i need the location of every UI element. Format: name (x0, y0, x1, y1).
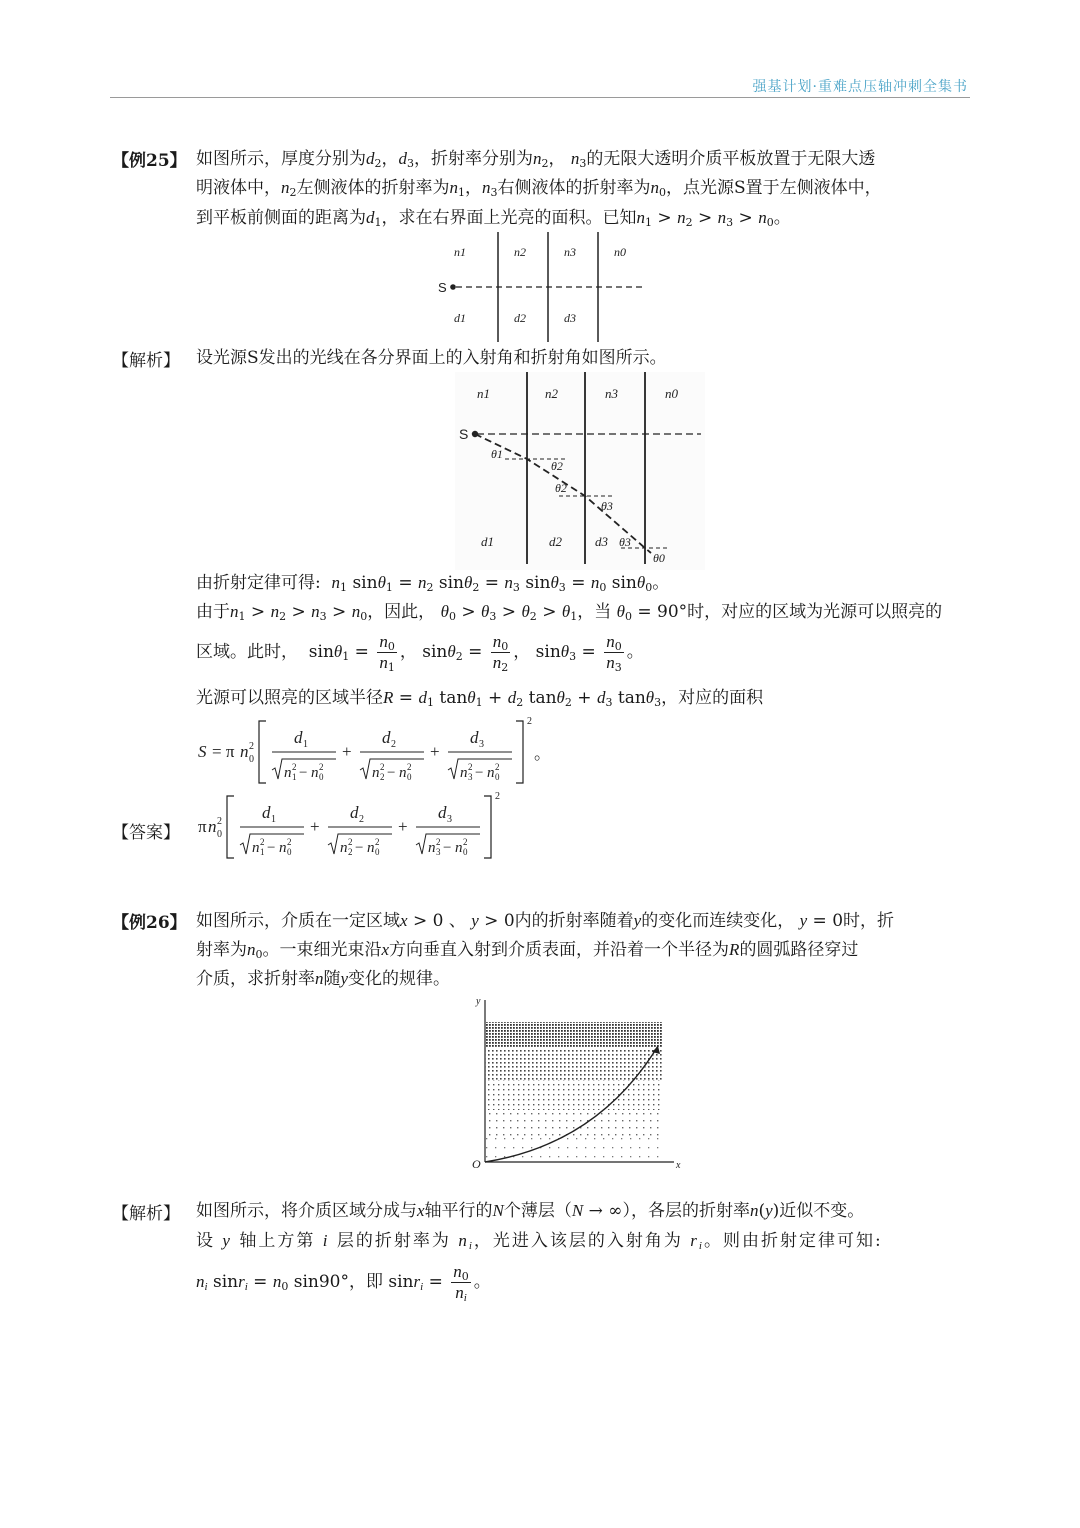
svg-text:−: − (355, 840, 364, 856)
radius-line: 光源可以照亮的区域半径$R = d_1$ $\tan\theta_1 + d_2$ $\tan\theta_2 + d_3$ tanθ$_3$，对应的面积 (196, 688, 764, 709)
header-rule (110, 97, 970, 98)
fig1-label-n1: n1 (454, 245, 466, 259)
svg-text:d: d (294, 728, 303, 747)
example25-solution-intro: 设光源S发出的光线在各分界面上的入射角和折射角如图所示。 (196, 348, 667, 368)
svg-text:1: 1 (260, 847, 265, 857)
example25-answer-tag: 【答案】 (112, 823, 180, 843)
example26-line2: 射率为$n_0$。一束细光束沿x方向垂直入射到介质表面，并沿着一个半径为R的圆弧路径穿过 (196, 940, 859, 961)
svg-text:−: − (475, 765, 484, 781)
svg-text:1: 1 (292, 772, 297, 782)
svg-text:2: 2 (436, 837, 441, 847)
svg-text:n: n (208, 817, 217, 836)
fig2-label-d2: d2 (549, 534, 562, 549)
svg-text:0: 0 (249, 754, 254, 765)
example25-line1: 如图所示，厚度分别为$d_2$，$d_3$，折射率分别为$n_2$， $n_3$的无限大透明介质平板放置于无限大透 (196, 149, 876, 170)
svg-text:2: 2 (391, 739, 396, 750)
fig1-label-d3: d3 (564, 311, 576, 325)
example26-tag: 【例26】 (112, 913, 187, 933)
svg-text:= π: = π (212, 742, 235, 761)
example26-solution-line2: 设 y 轴上方第 i 层的折射率为 $n_i$，光进入该层的入射角为 $r_i$。则由折射定律可知: (196, 1231, 883, 1252)
answer-formula (196, 790, 526, 864)
svg-text:3: 3 (479, 739, 484, 750)
svg-text:n: n (311, 765, 319, 781)
svg-text:−: − (299, 765, 308, 781)
svg-text:2: 2 (495, 791, 500, 802)
snell-law-line: 由折射定律可得: $n_1$ $\sin\theta_1 = n_2$ $\sin\theta_2 = n_3$ $\sin\theta_3 = n_0$ sinθ$_0$。 (196, 573, 670, 594)
svg-text:2: 2 (287, 837, 292, 847)
fig3-label-o: O (472, 1157, 481, 1171)
svg-text:n: n (240, 742, 249, 761)
svg-text:2: 2 (527, 716, 532, 727)
svg-text:0: 0 (217, 829, 222, 840)
svg-text:。: 。 (534, 744, 551, 763)
svg-text:2: 2 (375, 837, 380, 847)
svg-text:2: 2 (319, 762, 324, 772)
example26-solution-line3: $n_i$ $\sin r_i = n_0$ sin90°，即 sinr$_i$ = $\frac{n_0}{n_i}$ 。 (196, 1262, 491, 1304)
svg-text:2: 2 (217, 816, 222, 827)
svg-text:n: n (428, 840, 436, 856)
fig2-label-theta1: θ1 (491, 447, 503, 461)
svg-text:n: n (252, 840, 260, 856)
fig1-label-n3: n3 (564, 245, 576, 259)
svg-text:3: 3 (436, 847, 441, 857)
fig2-label-theta2a: θ2 (551, 459, 563, 473)
svg-text:n: n (455, 840, 463, 856)
svg-text:n: n (460, 765, 468, 781)
svg-text:0: 0 (495, 772, 500, 782)
svg-text:2: 2 (249, 741, 254, 752)
svg-text:−: − (387, 765, 396, 781)
svg-text:3: 3 (447, 814, 452, 825)
svg-text:d: d (438, 803, 447, 822)
fig2-label-n1: n1 (477, 386, 490, 401)
svg-text:2: 2 (292, 762, 297, 772)
svg-text:2: 2 (407, 762, 412, 772)
example25-line2: 明液体中，$n_2$左侧液体的折射率为$n_1$，$n_3$右侧液体的折射率为$n_0$，点光源S置于左侧液体中， (196, 178, 882, 199)
svg-text:2: 2 (463, 837, 468, 847)
fig2-label-n2: n2 (545, 386, 558, 401)
example26-solution-tag: 【解析】 (112, 1204, 180, 1224)
figure-slabs (430, 232, 660, 344)
svg-text:n: n (372, 765, 380, 781)
fig2-label-d3: d3 (595, 534, 608, 549)
svg-text:1: 1 (303, 739, 308, 750)
svg-text:2: 2 (348, 837, 353, 847)
svg-text:d: d (470, 728, 479, 747)
fig2-label-theta3b: θ3 (619, 535, 631, 549)
fig2-label-theta0: θ0 (653, 551, 665, 565)
svg-text:2: 2 (359, 814, 364, 825)
svg-text:+: + (342, 742, 352, 761)
svg-text:0: 0 (463, 847, 468, 857)
svg-text:+: + (398, 817, 408, 836)
figure-graded-medium (468, 994, 688, 1174)
example25-line3: 到平板前侧面的距离为$d_1$，求在右界面上光亮的面积。已知$n_1 > n_2 > n_3 > n_0$。 (196, 208, 791, 229)
example26-line3: 介质，求折射率n随y变化的规律。 (196, 969, 451, 989)
header-title: 强基计划·重难点压轴冲刺全集书 (752, 79, 968, 95)
example25-tag: 【例25】 (112, 151, 187, 171)
svg-text:2: 2 (380, 772, 385, 782)
svg-text:3: 3 (468, 772, 473, 782)
svg-text:0: 0 (375, 847, 380, 857)
svg-text:−: − (267, 840, 276, 856)
fig3-label-y: y (476, 996, 481, 1007)
figure-refraction-path (455, 372, 705, 570)
fig1-label-d2: d2 (514, 311, 526, 325)
angle-order-line: 由于$n_1 > n_2 > n_3 > n_0$，因此， $\theta_0 > \theta_3 > \theta_2 > \theta_1$，当 $\theta_0 = 90^\circ$时，对应的区域为光源可以照亮的 (196, 602, 943, 623)
fig2-label-d1: d1 (481, 534, 494, 549)
svg-text:2: 2 (495, 762, 500, 772)
svg-text:0: 0 (407, 772, 412, 782)
svg-text:1: 1 (271, 814, 276, 825)
svg-text:0: 0 (319, 772, 324, 782)
svg-text:n: n (279, 840, 287, 856)
fig2-label-n0: n0 (665, 386, 678, 401)
fig2-label-theta3a: θ3 (601, 499, 613, 513)
example25-solution-tag: 【解析】 (112, 351, 180, 371)
fig1-label-n0: n0 (614, 245, 626, 259)
svg-text:+: + (310, 817, 320, 836)
svg-text:n: n (340, 840, 348, 856)
svg-text:+: + (430, 742, 440, 761)
svg-text:d: d (262, 803, 271, 822)
page-header (0, 0, 1080, 100)
svg-text:2: 2 (260, 837, 265, 847)
svg-text:−: − (443, 840, 452, 856)
svg-text:2: 2 (348, 847, 353, 857)
svg-text:0: 0 (287, 847, 292, 857)
fig1-label-s: S (438, 280, 447, 295)
svg-text:n: n (284, 765, 292, 781)
svg-text:n: n (367, 840, 375, 856)
svg-text:2: 2 (380, 762, 385, 772)
fig2-label-n3: n3 (605, 386, 618, 401)
fig2-label-s: S (459, 426, 469, 442)
area-formula (196, 715, 556, 789)
example26-solution-line1: 如图所示，将介质区域分成与x轴平行的N个薄层（N → ∞），各层的折射率n(y)近似不变。 (196, 1201, 865, 1221)
sine-values-line: 区域。此时， sinθ$_1$ = $\frac{n_0}{n_1}$ ， sinθ$_2$ = $\frac{n_0}{n_2}$ ， sinθ$_3$ = $\frac{n_0}{n_3}$ 。 (196, 632, 644, 674)
svg-text:d: d (350, 803, 359, 822)
svg-text:π: π (198, 817, 207, 836)
fig1-label-d1: d1 (454, 311, 466, 325)
svg-text:n: n (399, 765, 407, 781)
svg-text:n: n (487, 765, 495, 781)
fig2-label-theta2b: θ2 (555, 481, 567, 495)
svg-text:d: d (382, 728, 391, 747)
svg-text:2: 2 (468, 762, 473, 772)
example26-line1: 如图所示，介质在一定区域x > 0 、 y > 0内的折射率随着y的变化而连续变化， y = 0时，折 (196, 911, 895, 931)
fig1-label-n2: n2 (514, 245, 526, 259)
fig3-label-x: x (676, 1160, 681, 1171)
svg-text:S: S (198, 742, 207, 761)
